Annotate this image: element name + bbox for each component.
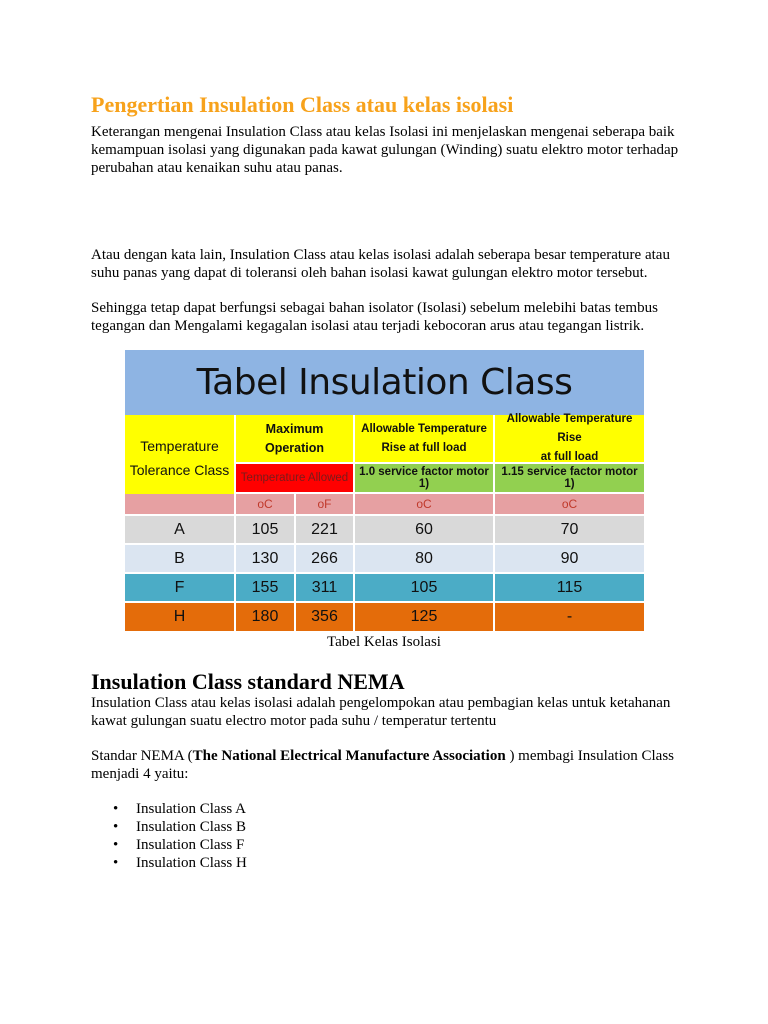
table-row-h-celsius: 180	[236, 603, 296, 631]
insulation-class-list	[91, 800, 247, 872]
bullet-icon: •	[113, 819, 119, 835]
header-allowable-rise-1	[355, 415, 495, 464]
nema-text-before: Standar NEMA (	[91, 748, 193, 764]
table-row-h-rise-115: -	[495, 603, 644, 631]
table-row-f-rise-115: 115	[495, 574, 644, 603]
bullet-icon: •	[113, 837, 119, 853]
table-row-f-rise-1: 105	[355, 574, 495, 603]
nema-intro-paragraph: Insulation Class atau kelas isolasi adalah pengelompokan atau pembagian kelas untuk ketahanan kawat gulungan suatu electro motor pada suhu / temperatur tertentu	[91, 695, 671, 729]
header-max-operation: Maximum Operation	[236, 415, 355, 464]
function-paragraph: Sehingga tetap dapat berfungsi sebagai bahan isolator (Isolasi) sebelum melebihi batas tembus tegangan dan Mengalami kegagalan isolasi atau terjadi kebocoran arus atau tegangan listrik.	[91, 300, 658, 334]
insulation-class-table-image	[125, 350, 644, 631]
table-row-h-fahrenheit: 356	[296, 603, 355, 631]
header-temperature-line2: Tolerance Class	[129, 462, 230, 478]
list-item	[91, 854, 247, 872]
table-row-b-celsius: 130	[236, 545, 296, 574]
table-row-f-fahrenheit: 311	[296, 574, 355, 603]
table-row-a-rise-1: 60	[355, 516, 495, 545]
list-item	[91, 800, 247, 818]
header-temperature-class	[125, 415, 236, 503]
table-row-a-celsius: 105	[236, 516, 296, 545]
header-allowable-rise-2-line2: at full load	[540, 451, 599, 463]
table-title: Tabel Insulation Class	[196, 362, 573, 403]
table-row-b-fahrenheit: 266	[296, 545, 355, 574]
bullet-icon: •	[113, 855, 119, 871]
unit-fahrenheit: oF	[296, 494, 355, 516]
nema-text-after: ) membagi Insulation Class menjadi 4 yaitu:	[91, 748, 674, 782]
table-row-b-rise-115: 90	[495, 545, 644, 574]
table-caption: Tabel Kelas Isolasi	[327, 634, 441, 650]
header-allowable-rise-1-line1: Allowable Temperature	[361, 422, 487, 435]
list-item	[91, 836, 247, 854]
list-item-label: Insulation Class H	[136, 855, 247, 871]
subheader-service-factor-115: 1.15 service factor motor 1)	[495, 464, 644, 494]
bullet-icon: •	[113, 801, 119, 817]
unit-celsius: oC	[236, 494, 296, 516]
definition-paragraph: Atau dengan kata lain, Insulation Class atau kelas isolasi adalah seberapa besar temperature atau suhu panas yang dapat di toleransi oleh bahan isolasi kawat gulungan elektro motor tersebut.	[91, 247, 670, 281]
list-item-label: Insulation Class F	[136, 837, 245, 853]
table-row-a-fahrenheit: 221	[296, 516, 355, 545]
table-row-b-rise-1: 80	[355, 545, 495, 574]
list-item-label: Insulation Class B	[136, 819, 247, 835]
table-row-b-class: B	[125, 545, 236, 574]
nema-association-name: The National Electrical Manufacture Association	[192, 748, 506, 764]
table-row-a-rise-115: 70	[495, 516, 644, 545]
unit-celsius-rise-1: oC	[355, 494, 495, 516]
table-row-h-class: H	[125, 603, 236, 631]
table-row-h-rise-1: 125	[355, 603, 495, 631]
table-row-a-class: A	[125, 516, 236, 545]
subheader-service-factor-1: 1.0 service factor motor 1)	[355, 464, 495, 494]
table-row-f-class: F	[125, 574, 236, 603]
header-temperature-line1: Temperature	[140, 438, 219, 454]
section-title-nema: Insulation Class standard NEMA	[91, 669, 405, 694]
unit-celsius-rise-115: oC	[495, 494, 644, 516]
list-item	[91, 818, 247, 836]
intro-paragraph: Keterangan mengenai Insulation Class atau kelas Isolasi ini menjelaskan mengenai seberapa baik kemampuan isolasi yang digunakan pada kawat gulungan (Winding) suatu elektro motor terhadap perubahan atau kenaikan suhu atau panas.	[91, 124, 679, 176]
subheader-temperature-allowed: Temperature Allowed	[236, 464, 355, 494]
nema-standard-paragraph	[91, 747, 691, 783]
header-allowable-rise-1-line2: Rise at full load	[381, 441, 467, 454]
table-title-bar	[125, 350, 644, 415]
header-allowable-rise-2-line1: Allowable Temperature Rise	[506, 413, 633, 444]
header-allowable-rise-2	[495, 415, 644, 464]
page-title: Pengertian Insulation Class atau kelas isolasi	[91, 92, 514, 117]
unit-cell-empty	[125, 494, 236, 516]
list-item-label: Insulation Class A	[136, 801, 247, 817]
table-row-f-celsius: 155	[236, 574, 296, 603]
